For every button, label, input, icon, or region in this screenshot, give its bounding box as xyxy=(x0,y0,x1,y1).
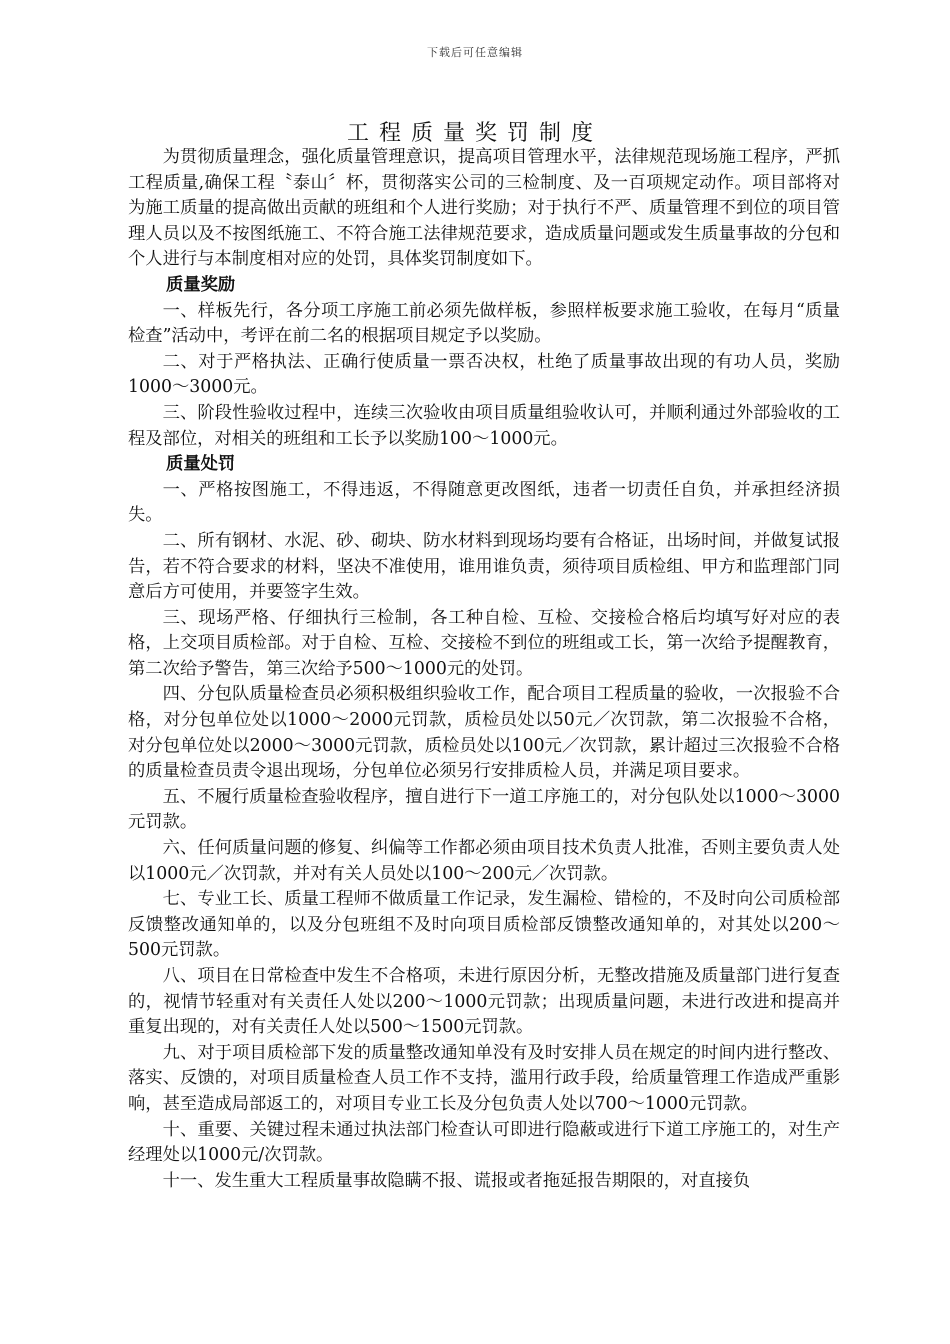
penalty-item-6: 六、任何质量问题的修复、纠偏等工作都必须由项目技术负责人批准，否则主要负责人处以1000元／次罚款，并对有关人员处以100～200元／次罚款。 xyxy=(128,838,840,884)
page-header-note: 下载后可任意编辑 xyxy=(427,46,523,59)
penalty-item-4: 四、分包队质量检查员必须积极组织验收工作，配合项目工程质量的验收，一次报验不合格，对分包单位处以1000～2000元罚款，质检员处以50元／次罚款，第二次报验不合格，对分包单位处以2000～3000元罚款，质检员处以100元／次罚款，累计超过三次报验不合格的质量检查员责令退出现场，分包单位必须另行安排质检人员，并满足项目要求。 xyxy=(128,684,840,782)
penalty-item-3: 三、现场严格、仔细执行三检制，各工种自检、互检、交接检合格后均填写好对应的表格，上交项目质检部。对于自检、互检、交接检不到位的班组或工长，第一次给予提醒教育，第二次给予警告，第三次给予500～1000元的处罚。 xyxy=(128,607,840,679)
reward-item-3: 三、阶段性验收过程中，连续三次验收由项目质量组验收认可，并顺利通过外部验收的工程及部位，对相关的班组和工长予以奖励100～1000元。 xyxy=(128,402,840,449)
penalty-item-1: 一、严格按图施工，不得违返，不得随意更改图纸，违者一切责任自负，并承担经济损失。 xyxy=(128,479,840,526)
penalty-item-11: 十一、发生重大工程质量事故隐瞒不报、谎报或者拖延报告期限的，对直接负 xyxy=(162,1170,751,1191)
reward-item-2: 二、对于严格执法、正确行使质量一票否决权，杜绝了质量事故出现的有功人员，奖励1000～3000元。 xyxy=(128,351,840,398)
intro-paragraph: 为贯彻质量理念，强化质量管理意识，提高项目管理水平，法律规范现场施工程序，严抓工程质量,确保工程〝泰山〞杯，贯彻落实公司的三检制度、及一百项规定动作。项目部将对为施工质量的提高做出贡献的班组和个人进行奖励；对于执行不严、质量管理不到位的项目管理人员以及不按图纸施工、不符合施工法律规范要求，造成质量问题或发生质量事故的分包和个人进行与本制度相对应的处罚，具体奖罚制度如下。 xyxy=(128,147,840,270)
penalty-item-10: 十、重要、关键过程未通过执法部门检查认可即进行隐蔽或进行下道工序施工的，对生产经理处以1000元/次罚款。 xyxy=(128,1119,840,1166)
penalty-item-8: 八、项目在日常检查中发生不合格项，未进行原因分析，无整改措施及质量部门进行复查的，视情节轻重对有关责任人处以200～1000元罚款；出现质量问题，未进行改进和提高并重复出现的，对有关责任人处以500～1500元罚款。 xyxy=(128,966,840,1038)
penalty-item-9: 九、对于项目质检部下发的质量整改通知单没有及时安排人员在规定的时间内进行整改、落实、反馈的，对项目质量检查人员工作不支持，滥用行政手段，给质量管理工作造成严重影响，甚至造成局部返工的，对项目专业工长及分包负责人处以700～1000元罚款。 xyxy=(128,1042,840,1114)
reward-item-1: 一、样板先行，各分项工序施工前必须先做样板，参照样板要求施工验收，在每月“质量检查”活动中，考评在前二名的根据项目规定予以奖励。 xyxy=(128,300,840,347)
penalty-heading: 质量处罚 xyxy=(166,454,236,475)
penalty-item-7: 七、专业工长、质量工程师不做质量工作记录，发生漏检、错检的，不及时向公司质检部反馈整改通知单的，以及分包班组不及时向项目质检部反馈整改通知单的，对其处以200～500元罚款。 xyxy=(128,889,840,961)
document-body xyxy=(128,145,840,1194)
penalty-item-5: 五、不履行质量检查验收程序，擅自进行下一道工序施工的，对分包队处以1000～3000元罚款。 xyxy=(128,786,840,833)
reward-heading: 质量奖励 xyxy=(166,274,236,295)
document-title: 工程质量奖罚制度 xyxy=(346,121,603,146)
penalty-item-2: 二、所有钢材、水泥、砂、砌块、防水材料到现场均要有合格证，出场时间，并做复试报告，若不符合要求的材料，坚决不准使用，谁用谁负责，须待项目质检组、甲方和监理部门同意后方可使用，并要签字生效。 xyxy=(128,530,840,603)
